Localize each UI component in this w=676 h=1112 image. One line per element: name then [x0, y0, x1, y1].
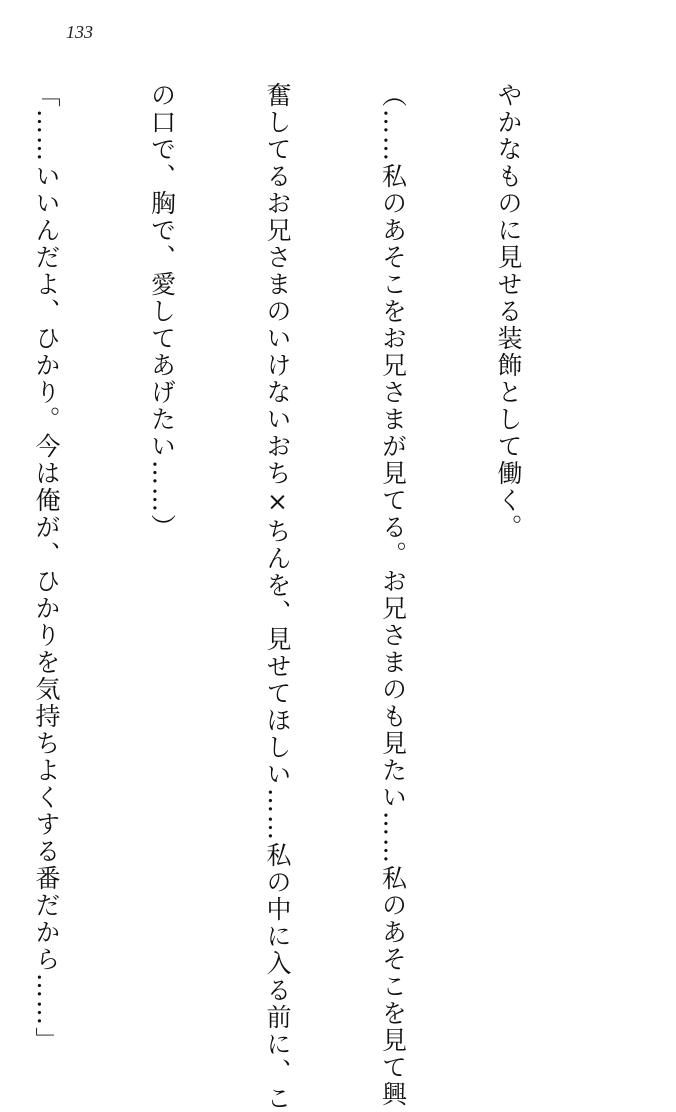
text-line: の口で、胸で、愛してあげたい……） — [147, 82, 177, 541]
text-line: 奮してるお兄さまのいけないおち×ちんを、見せてほしい……私の中に入る前に、こ — [263, 82, 292, 1112]
text-line: （……私のあそこをお兄さまが見てる。お兄さまのも見たい……私のあそこを見て興 — [378, 82, 408, 1108]
page-number: 133 — [66, 22, 93, 42]
body-text — [32, 82, 604, 1112]
text-line: やかなものに見せる装飾として働く。 — [494, 82, 523, 541]
text-line: 「……いいんだよ、ひかり。今は俺が、ひかりを気持ちよくする番だから……」 — [32, 82, 61, 1054]
